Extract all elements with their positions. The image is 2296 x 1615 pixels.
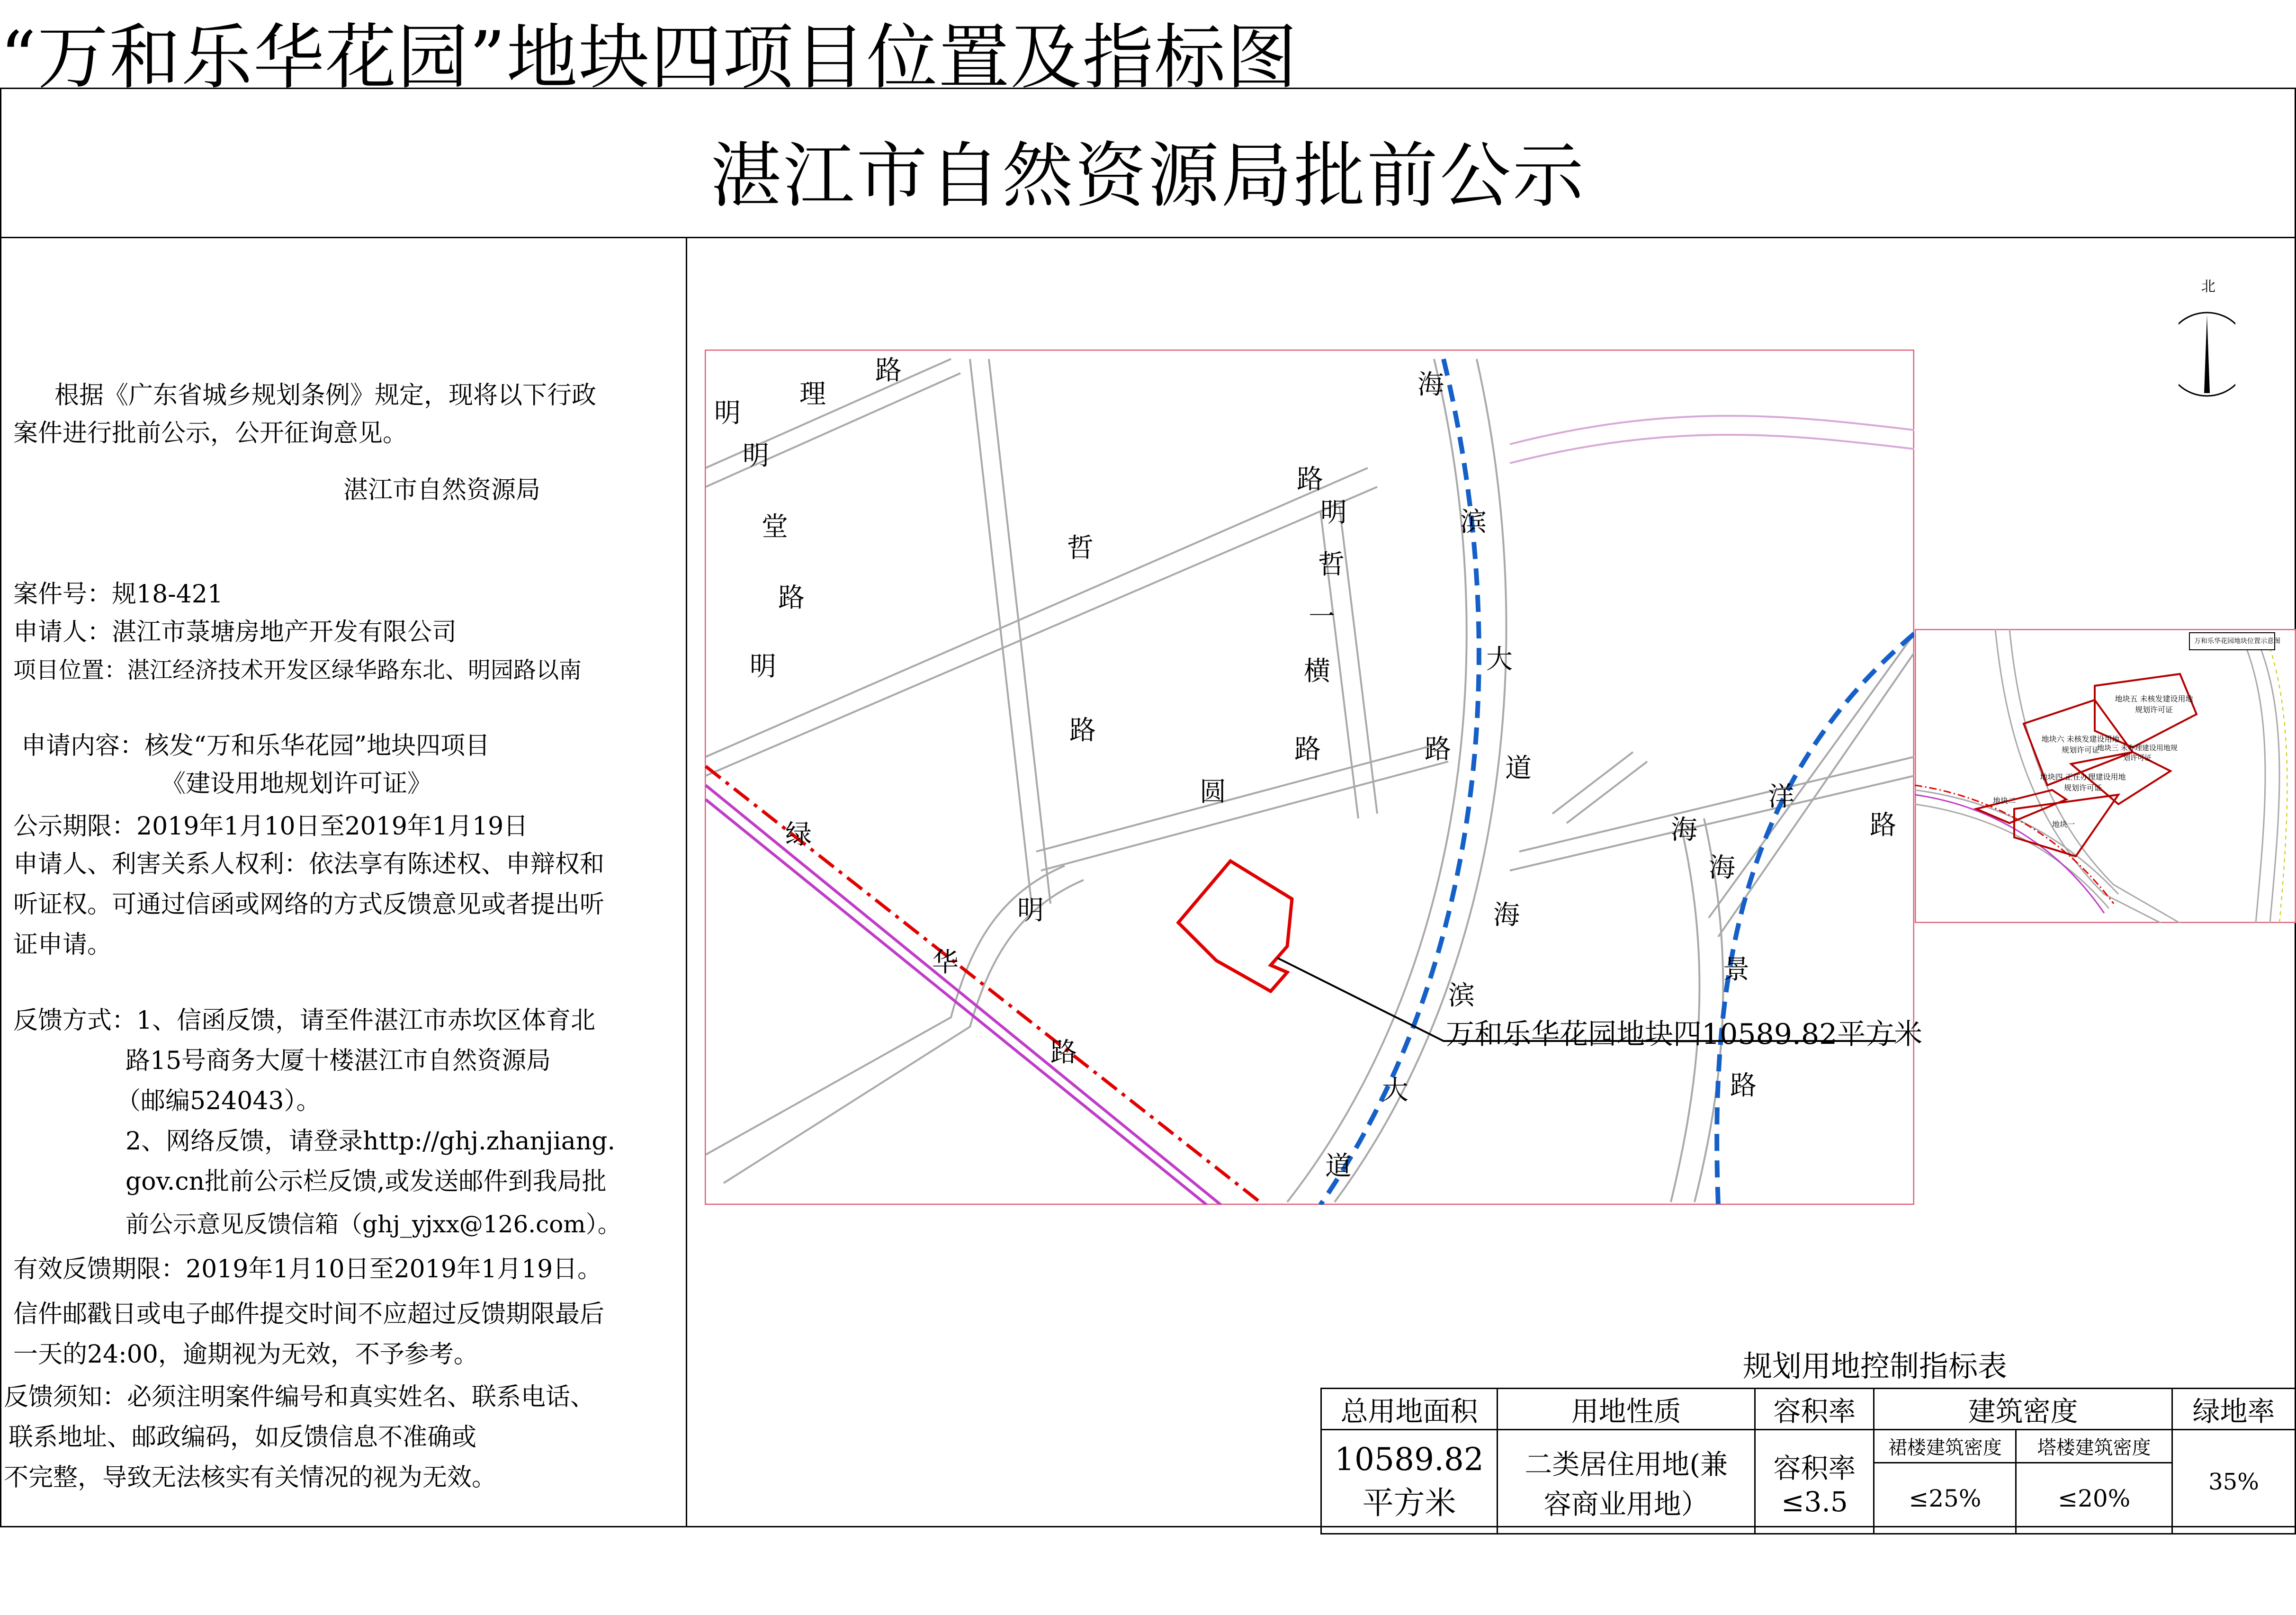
road-label-haiyang-1: 海	[1671, 815, 1697, 845]
road-label-lv-hua-1: 绿	[785, 819, 812, 850]
page-title: 湛江市自然资源局批前公示	[710, 135, 1586, 217]
inset-map	[1915, 629, 2296, 923]
road-label-yuan-ming-2: 圆	[1200, 777, 1226, 808]
notice-issuer: 湛江市自然资源局	[343, 476, 541, 504]
road-label-ming-tang-2: 堂	[762, 511, 788, 542]
parcel-label: 万和乐华花园地块四10589.82平方米	[1446, 1018, 1923, 1051]
header-podium-density: 裙楼建筑密度	[1874, 1430, 2016, 1463]
road-label-haibin-6: 滨	[1448, 980, 1475, 1011]
road-label-lv-hua-2: 明	[1017, 895, 1044, 926]
notice-feedback-3: （邮编524043）。	[116, 1087, 321, 1115]
road-label-haiyang-2: 洋	[1768, 781, 1794, 812]
inset-label-plot4: 地块四 正在办理建设用地规划许可证	[2040, 772, 2126, 792]
notice-notes-1: 反馈须知：必须注明案件编号和真实姓名、联系电话、	[4, 1383, 595, 1411]
road-label-mzyh-5: 路	[1294, 734, 1321, 765]
header-green: 绿地率	[2172, 1389, 2295, 1430]
value-land-use-2: 容商业用地）	[1543, 1488, 1709, 1520]
road-label-haijing-2: 景	[1723, 954, 1749, 985]
road-label-ming-li-2: 理	[799, 379, 826, 410]
road-label-ming-zhe-2: 路	[1297, 464, 1323, 495]
notice-case-no: 案件号：规18-421	[13, 580, 223, 609]
road-label-ming-tang-4: 明	[750, 651, 776, 682]
value-far-label: 容积率	[1773, 1452, 1856, 1484]
title-divider	[0, 237, 2296, 238]
value-far	[1755, 1430, 1874, 1534]
header-tower-density: 塔楼建筑密度	[2016, 1430, 2172, 1463]
value-total-area	[1321, 1430, 1498, 1534]
road-label-haibin-2: 滨	[1460, 507, 1487, 538]
location-map	[705, 350, 1923, 1205]
notice-feedback-6: 前公示意见反馈信箱（ghj_yjxx@126.com）。	[126, 1211, 621, 1238]
notice-feedback-2: 路15号商务大厦十楼湛江市自然资源局	[126, 1047, 551, 1075]
notice-content-1: 申请内容：核发“万和乐华花园”地块四项目	[21, 732, 490, 760]
header-density: 建筑密度	[1874, 1389, 2172, 1430]
value-land-use	[1497, 1430, 1755, 1534]
notice-period: 公示期限：2019年1月10日至2019年1月19日	[13, 812, 529, 841]
road-label-yuan-ming-1: 路	[1425, 734, 1451, 765]
notice-location: 项目位置：湛江经济技术开发区绿华路东北、明园路以南	[13, 657, 582, 683]
notice-rights-1: 申请人、利害关系人权利：依法享有陈述权、申辩权和	[13, 850, 605, 879]
value-tower-density: ≤20%	[2016, 1463, 2172, 1534]
notice-feedback-1: 反馈方式：1、信函反馈，请至件湛江市赤坎区体育北	[13, 1006, 596, 1035]
road-label-haibin-3: 大	[1486, 644, 1513, 675]
road-label-haijing-3: 路	[1730, 1070, 1757, 1101]
inset-label-plot6: 地块六 未核发建设用地规划许可证	[2041, 735, 2120, 754]
inset-label-plot2: 地块二	[1993, 796, 2016, 805]
header-far: 容积率	[1755, 1389, 1874, 1430]
road-label-mzyh-2: 哲	[1318, 549, 1345, 580]
value-total-area-unit: 平方米	[1362, 1484, 1456, 1521]
road-label-ming-li-1: 路	[875, 355, 902, 386]
road-label-haibin-7: 大	[1382, 1075, 1408, 1106]
inset-label-plot5: 地块五 未核发建设用地规划许可证	[2115, 694, 2193, 714]
road-label-ming-tang-3: 路	[778, 583, 805, 613]
road-label-haiyang-3: 路	[1870, 810, 1896, 841]
notice-intro-2: 案件进行批前公示，公开征询意见。	[13, 419, 408, 448]
notice-valid-2: 信件邮戳日或电子邮件提交时间不应超过反馈期限最后	[13, 1300, 605, 1328]
header-land-use: 用地性质	[1497, 1389, 1755, 1430]
control-table	[1320, 1388, 2296, 1534]
notice-rights-2: 听证权。可通过信函或网络的方式反馈意见或者提出听	[13, 890, 605, 919]
road-label-ming-li-3: 明	[714, 398, 741, 429]
inset-label-plot3: 地块三 未办理建设用地规划许可证	[2097, 744, 2178, 762]
road-label-ming-tang-1: 明	[743, 440, 769, 471]
notice-feedback-5: gov.cn批前公示栏反馈,或发送邮件到我局批	[126, 1167, 607, 1196]
notice-content-2: 《建设用地规划许可证》	[161, 770, 432, 798]
north-label: 北	[2201, 278, 2215, 295]
road-label-mzyh-3: 一	[1309, 601, 1335, 632]
road-label-mzyh-4: 横	[1304, 656, 1330, 687]
header-total-area: 总用地面积	[1321, 1389, 1498, 1430]
value-green: 35%	[2172, 1430, 2295, 1534]
notice-feedback-4: 2、网络反馈，请登录http://ghj.zhanjiang.	[126, 1127, 616, 1156]
north-arrow	[2179, 275, 2235, 398]
road-label-haijing-1: 海	[1709, 852, 1735, 883]
road-label-ming-zhe-1: 哲	[1067, 533, 1094, 564]
road-label-haibin-8: 道	[1325, 1151, 1352, 1182]
road-label-mzyh-1: 明	[1320, 497, 1347, 528]
road-label-center-road: 路	[1069, 715, 1096, 746]
inset-header: 万和乐华花园地块位置示意图	[2194, 637, 2280, 645]
notice-intro-1: 根据《广东省城乡规划条例》规定，现将以下行政	[54, 381, 597, 410]
notice-valid-3: 一天的24:00，逾期视为无效，不予参考。	[13, 1340, 478, 1369]
road-label-haibin-5: 海	[1493, 900, 1520, 931]
road-label-lv-hua-4: 路	[1050, 1037, 1077, 1068]
notice-applicant: 申请人：湛江市菉塘房地产开发有限公司	[13, 618, 457, 646]
notice-rights-3: 证申请。	[13, 931, 112, 959]
left-panel-divider	[686, 237, 687, 1527]
road-label-lv-hua-3: 华	[932, 947, 959, 978]
road-label-haibin-1: 海	[1417, 369, 1444, 400]
value-far-number: ≤3.5	[1781, 1485, 1848, 1518]
notice-notes-3: 不完整，导致无法核实有关情况的视为无效。	[4, 1463, 497, 1492]
notice-valid-1: 有效反馈期限：2019年1月10日至2019年1月19日。	[13, 1255, 602, 1283]
value-land-use-1: 二类居住用地(兼	[1525, 1448, 1728, 1480]
control-table-title: 规划用地控制指标表	[1743, 1349, 2008, 1383]
map-title: “万和乐华花园”地块四项目位置及指标图	[0, 17, 1299, 99]
value-total-area-number: 10589.82	[1335, 1441, 1484, 1478]
inset-label-plot1: 地块一	[2052, 820, 2075, 829]
value-podium-density: ≤25%	[1874, 1463, 2016, 1534]
road-label-haibin-4: 道	[1505, 753, 1532, 784]
notice-notes-2: 联系地址、邮政编码，如反馈信息不准确或	[9, 1423, 477, 1452]
